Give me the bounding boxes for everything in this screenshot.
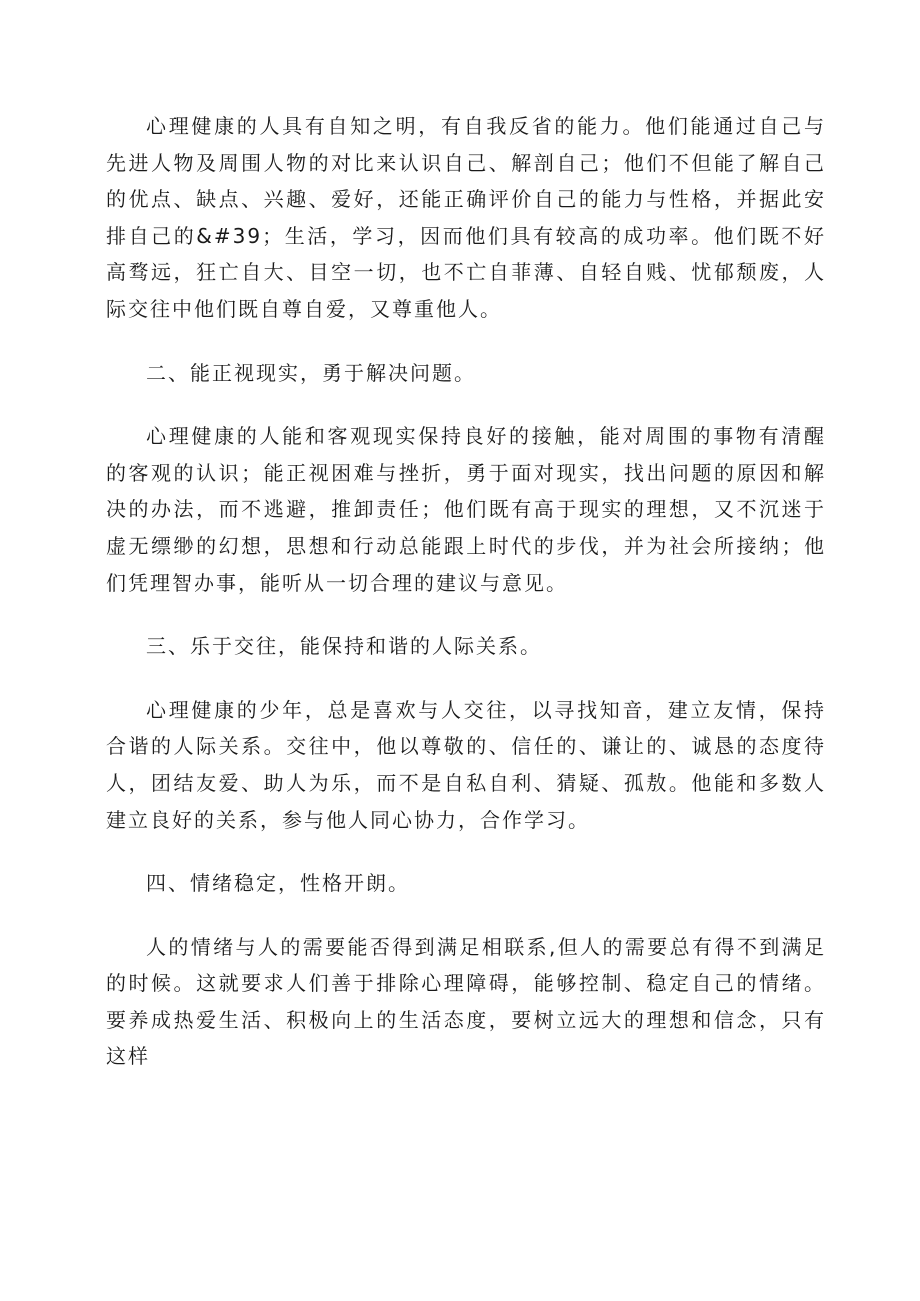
paragraph-self-awareness: 心理健康的人具有自知之明，有自我反省的能力。他们能通过自己与先进人物及周围人物的对比来认识自己、解剖自己；他们不但能了解自己的优点、缺点、兴趣、爱好，还能正确评价自己的能力与性格，并据此安排自己的&#39；生活，学习，因而他们具有较高的成功率。他们既不好高骛远，狂亡自大、目空一切，也不亡自菲薄、自轻自贱、忧郁颓废，人际交往中他们既自尊自爱，又尊重他人。 — [106, 114, 826, 321]
paragraph-face-reality: 心理健康的人能和客观现实保持良好的接触，能对周围的事物有清醒的客观的认识；能正视困难与挫折，勇于面对现实，找出问题的原因和解决的办法，而不逃避，推卸责任；他们既有高于现实的理想，又不沉迷于虚无缥缈的幻想，思想和行动总能跟上时代的步伐，并为社会所接纳；他们凭理智办事，能听从一切合理的建议与意见。 — [106, 424, 826, 595]
section-heading-social-relations: 三、乐于交往，能保持和谐的人际关系。 — [146, 634, 542, 659]
section-heading-emotional-stability: 四、情绪稳定，性格开朗。 — [146, 871, 410, 896]
paragraph-social-relations: 心理健康的少年，总是喜欢与人交往，以寻找知音，建立友情，保持合谐的人际关系。交往中，他以尊敬的、信任的、谦让的、诚恳的态度待人，团结友爱、助人为乐，而不是自私自利、猜疑、孤敖。他能和多数人建立良好的关系，参与他人同心协力，合作学习。 — [106, 697, 826, 832]
section-heading-face-reality: 二、能正视现实，勇于解决问题。 — [146, 360, 476, 385]
document-body — [106, 108, 826, 1102]
paragraph-emotional-stability: 人的情绪与人的需要能否得到满足相联系,但人的需要总有得不到满足的时候。这就要求人们善于排除心理障碍，能够控制、稳定自己的情绪。要养成热爱生活、积极向上的生活态度，要树立远大的理想和信念，只有这样 — [106, 934, 826, 1069]
